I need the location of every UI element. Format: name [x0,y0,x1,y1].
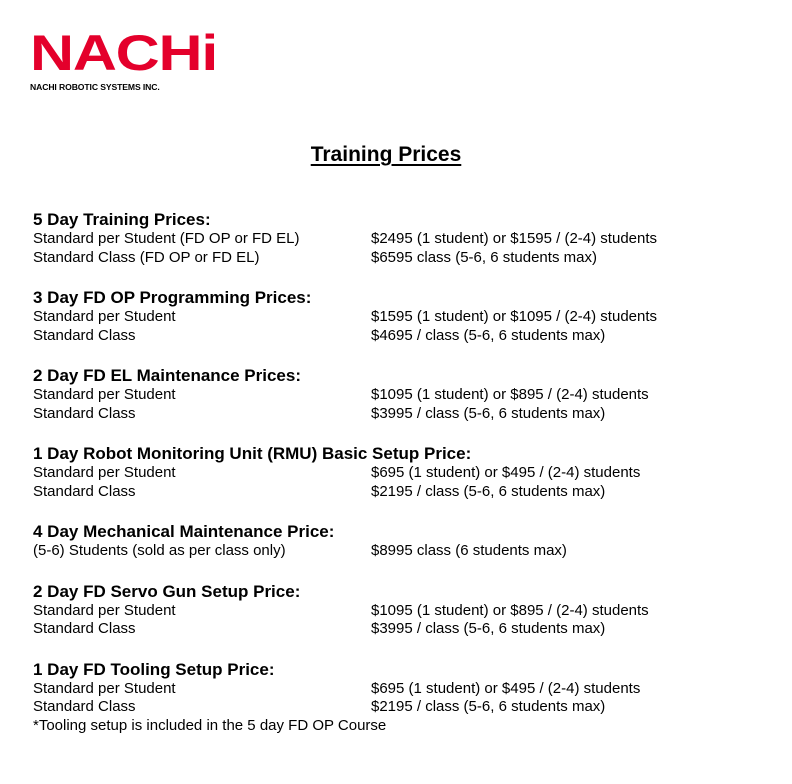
section-heading: 3 Day FD OP Programming Prices: [33,288,312,307]
logo-company-name: NACHI ROBOTIC SYSTEMS INC. [30,82,160,92]
price-row [33,602,773,621]
price-section [33,660,773,736]
price-row-value: $695 (1 student) or $495 / (2-4) students [371,464,641,481]
price-row-value: $2195 / class (5-6, 6 students max) [371,698,606,715]
price-row-label: Standard Class [33,482,136,500]
price-row-label: Standard Class [33,404,136,422]
price-sections [33,210,773,756]
section-heading: 1 Day Robot Monitoring Unit (RMU) Basic Setup Price: [33,444,472,463]
price-row-value: $1095 (1 student) or $895 / (2-4) students [371,601,649,619]
company-logo [30,25,218,92]
price-row [33,698,773,717]
price-section [33,288,773,345]
price-row-label: Standard Class [33,620,136,637]
price-row [33,620,773,639]
price-row-label: Standard per Student [33,679,176,697]
price-row-label: Standard per Student [33,464,176,481]
price-row [33,542,773,561]
section-heading: 4 Day Mechanical Maintenance Price: [33,522,335,541]
price-row [33,230,773,249]
price-row-value: $695 (1 student) or $495 / (2-4) students [371,679,641,697]
price-row-label: Standard per Student (FD OP or FD EL) [33,230,300,247]
price-row [33,386,773,405]
price-row [33,464,773,483]
price-section [33,444,773,501]
price-row-label: Standard Class [33,326,136,344]
price-row-value: $2495 (1 student) or $1595 / (2-4) students [371,230,658,247]
price-row-value: $3995 / class (5-6, 6 students max) [371,620,606,637]
price-row-value: $4695 / class (5-6, 6 students max) [371,326,606,344]
price-row [33,327,773,346]
price-row-label: Standard Class [33,698,136,715]
price-row-label: Standard per Student [33,386,176,403]
price-row-label: Standard Class (FD OP or FD EL) [33,248,260,266]
footnote: *Tooling setup is included in the 5 day FD OP Course [33,716,387,734]
price-row [33,483,773,502]
price-section [33,522,773,561]
price-section [33,210,773,267]
price-row-value: $8995 class (6 students max) [371,542,567,559]
price-row [33,249,773,268]
price-section [33,582,773,639]
price-row-value: $6595 class (5-6, 6 students max) [371,248,597,266]
section-heading: 5 Day Training Prices: [33,210,211,229]
price-section [33,366,773,423]
price-row-value: $1595 (1 student) or $1095 / (2-4) students [371,308,658,325]
logo-wordmark: NACHi [30,25,218,81]
price-row [33,680,773,699]
price-row-value: $3995 / class (5-6, 6 students max) [371,404,606,422]
section-heading: 2 Day FD EL Maintenance Prices: [33,366,302,385]
price-row [33,405,773,424]
price-row-value: $1095 (1 student) or $895 / (2-4) students [371,386,649,403]
section-heading: 1 Day FD Tooling Setup Price: [33,659,275,679]
section-heading: 2 Day FD Servo Gun Setup Price: [33,581,301,601]
page-title: Training Prices [310,143,462,166]
price-row-value: $2195 / class (5-6, 6 students max) [371,482,606,500]
price-row-label: (5-6) Students (sold as per class only) [33,542,286,559]
price-row-label: Standard per Student [33,308,176,325]
price-row [33,308,773,327]
price-row-label: Standard per Student [33,601,176,619]
